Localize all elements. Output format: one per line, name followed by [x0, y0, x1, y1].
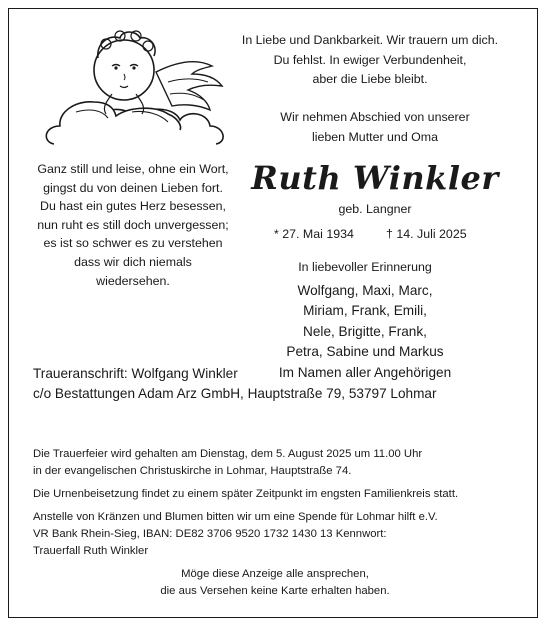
- intro-line: In Liebe und Dankbarkeit. Wir trauern um dich.: [241, 33, 499, 47]
- urn-notice: Die Urnenbeisetzung findet zu einem später Zeitpunkt im engsten Familienkreis statt.: [33, 488, 459, 501]
- family-line: Miriam, Frank, Emili,: [303, 303, 427, 319]
- funeral-line: Die Trauerfeier wird gehalten am Dienstag, dem 5. August 2025 um 11.00 Uhr: [33, 448, 423, 460]
- birth-date: * 27. Mai 1934: [274, 227, 354, 241]
- family-line: Petra, Sabine und Markus: [286, 344, 444, 360]
- deceased-name: Ruth Winkler: [251, 159, 499, 197]
- memory-line: In liebevoller Erinnerung: [298, 260, 432, 274]
- intro-text: [210, 31, 530, 90]
- donation-line: Trauerfall Ruth Winkler: [33, 544, 149, 557]
- born-name: geb. Langner: [338, 202, 412, 216]
- poem-line: nun ruht es still doch unvergessen;: [37, 217, 229, 232]
- intro-line: Du fehlst. In ewiger Verbundenheit,: [273, 52, 467, 67]
- address-line: c/o Bestattungen Adam Arz GmbH, Hauptstraße 79, 53797 Lohmar: [33, 386, 437, 401]
- family-line: Wolfgang, Maxi, Marc,: [297, 283, 433, 298]
- poem: [18, 160, 248, 290]
- donation-line: Anstelle von Kränzen und Blumen bitten wir um eine Spende für Lohmar hilft e.V.: [33, 511, 438, 524]
- funeral-notice: [33, 446, 523, 480]
- poem-line: Du hast ein gutes Herz besessen,: [40, 199, 226, 214]
- poem-line: Ganz still und leise, ohne ein Wort,: [37, 162, 229, 176]
- farewell-text: [230, 108, 520, 147]
- funeral-line: in der evangelischen Christuskirche in Lohmar, Hauptstraße 74.: [33, 464, 352, 477]
- poem-line: dass wir dich niemals: [74, 254, 192, 269]
- closing-text: [60, 566, 490, 600]
- poem-line: gingst du von deinen Lieben fort.: [43, 180, 223, 195]
- family-line: Im Namen aller Angehörigen: [278, 364, 452, 380]
- donation-line: VR Bank Rhein-Sieg, IBAN: DE82 3706 9520 1732 1430 13 Kennwort:: [33, 528, 387, 541]
- family-line: Nele, Brigitte, Frank,: [303, 323, 427, 339]
- closing-line: die aus Versehen keine Karte erhalten haben.: [160, 585, 390, 597]
- poem-line: wiedersehen.: [96, 273, 170, 288]
- closing-line: Möge diese Anzeige alle ansprechen,: [181, 568, 369, 580]
- farewell-line: Wir nehmen Abschied von unserer: [280, 110, 470, 124]
- donation-notice: [33, 509, 523, 559]
- farewell-line: lieben Mutter und Oma: [311, 129, 439, 144]
- mourning-address: [33, 364, 513, 404]
- notices: [33, 446, 523, 566]
- address-line: Traueranschrift: Wolfgang Winkler: [33, 366, 238, 381]
- death-date: † 14. Juli 2025: [386, 227, 467, 241]
- intro-line: aber die Liebe bleibt.: [312, 72, 428, 86]
- poem-line: es ist so schwer es zu verstehen: [43, 236, 223, 251]
